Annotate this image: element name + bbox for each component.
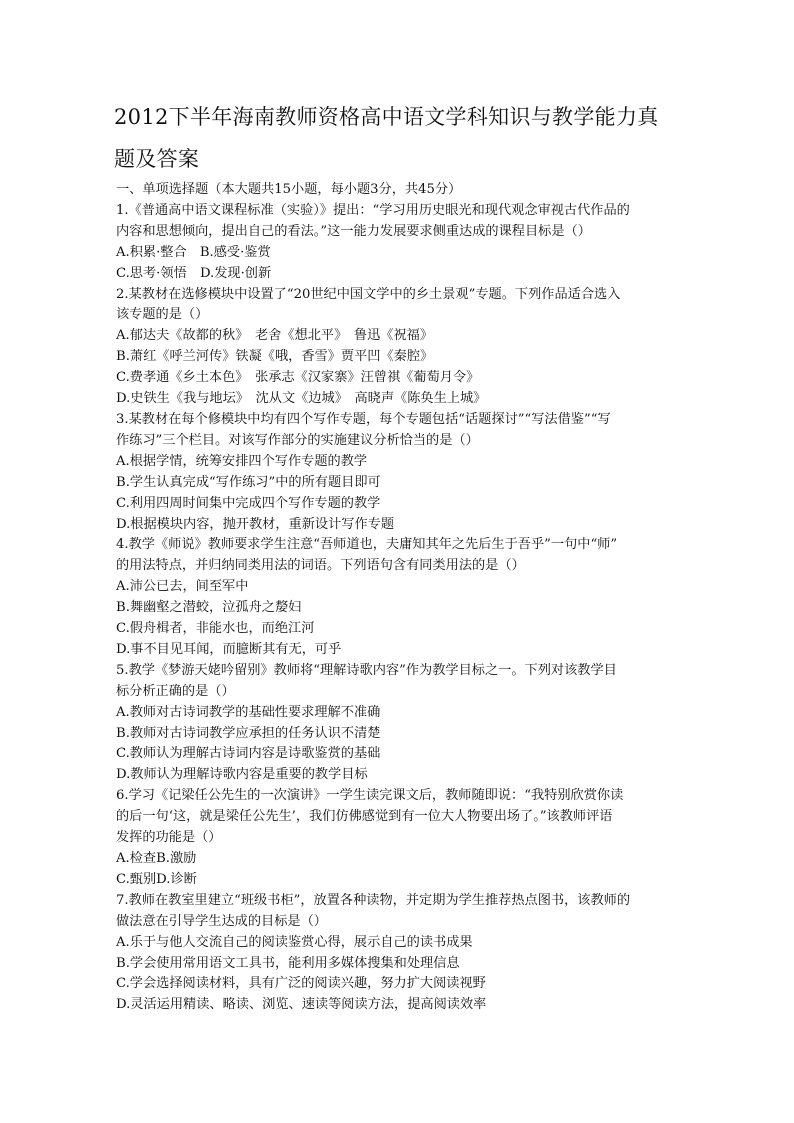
question-2-option-a: A.郁达夫《故都的秋》 老舍《想北平》 鲁迅《祝福》 — [116, 328, 434, 344]
question-5-option-a: A.教师对古诗词教学的基础性要求理解不准确 — [116, 704, 381, 720]
question-3-line-1: 3.某教材在每个修模块中均有四个写作专题，每个专题包括“话题探讨”“写法借鉴”“写 — [116, 411, 611, 427]
question-7-line-1: 7.教师在教室里建立“班级书柜”，放置各种读物，并定期为学生推荐热点图书，该教师的 — [116, 892, 630, 908]
question-7-option-d: D.灵活运用精读、略读、浏览、速读等阅读方法，提高阅读效率 — [116, 997, 487, 1013]
document-title-line-1: 2012下半年海南教师资格高中语文学科知识与教学能力真 — [114, 105, 659, 129]
question-6-line-1: 6.学习《记梁任公先生的一次演讲》一学生读完课文后，教师随即说：“我特别欣赏你读 — [116, 788, 624, 804]
question-1-options-ab: A.积累·整合 B.感受·鉴赏 — [116, 244, 271, 260]
question-6-line-2: 的后一句‘这，就是梁任公先生’，我们仿佛感觉到有一位大人物要出场了。”该教师评语 — [116, 809, 613, 825]
question-2-option-d: D.史铁生《我与地坛》 沈从文《边城》 高晓声《陈奂生上城》 — [116, 391, 487, 407]
document-body — [116, 180, 696, 1016]
question-7-option-a: A.乐于与他人交流自己的阅读鉴赏心得，展示自己的读书成果 — [116, 934, 473, 950]
question-5-option-d: D.教师认为理解诗歌内容是重要的教学目标 — [116, 767, 368, 783]
question-6-options-ab: A.检查B.激励 — [116, 851, 197, 866]
question-5-option-c: C.教师认为理解古诗词内容是诗歌鉴赏的基础 — [116, 746, 381, 762]
question-1-line-2: 内容和思想倾向，提出自己的看法。”这一能力发展要求侧重达成的课程目标是（） — [116, 223, 591, 239]
section-heading: 一、单项选择题（本大题共15小题，每小题3分，共45分） — [116, 182, 462, 197]
question-4-option-c: C.假舟楫者，非能水也，而绝江河 — [116, 621, 315, 637]
question-6-options-cd: C.甄别D.诊断 — [116, 871, 197, 887]
question-4-option-b: B.舞幽壑之潜蛟，泣孤舟之嫠妇 — [116, 600, 302, 616]
question-2-line-2: 该专题的是（） — [116, 307, 209, 323]
question-3-line-2: 作练习”三个栏目。对该写作部分的实施建议分析恰当的是（） — [116, 432, 479, 448]
question-3-option-d: D.根据模块内容，抛开教材，重新设计写作专题 — [116, 516, 395, 532]
question-7-option-b: B.学会使用常用语文工具书，能利用多媒体搜集和处理信息 — [116, 955, 460, 971]
question-4-option-a: A.沛公已去，间至军中 — [116, 579, 249, 595]
question-7-line-2: 做法意在引导学生达成的目标是（） — [116, 913, 327, 929]
question-5-line-1: 5.教学《梦游天姥吟留别》教师将“理解诗歌内容”作为教学目标之一。下列对该教学目 — [116, 662, 617, 678]
question-3-option-b: B.学生认真完成“写作练习”中的所有题目即可 — [116, 474, 381, 490]
question-3-option-c: C.利用四周时间集中完成四个写作专题的教学 — [116, 495, 381, 511]
question-4-line-1: 4.教学《师说》教师要求学生注意“吾师道也，夫庸知其年之先后生于吾乎”一句中“师” — [116, 537, 618, 553]
question-2-line-1: 2.某教材在选修模块中设置了“20世纪中国文学中的乡土景观”专题。下列作品适合选入 — [116, 286, 621, 302]
question-5-option-b: B.教师对古诗词教学应承担的任务认识不清楚 — [116, 725, 381, 741]
question-2-option-c: C.费孝通《乡土本色》 张承志《汉家寨》汪曾祺《葡萄月令》 — [116, 370, 480, 386]
question-4-option-d: D.事不目见耳闻，而臆断其有无，可乎 — [116, 641, 342, 657]
question-7-option-c: C.学会选择阅读材料，具有广泛的阅读兴趣，努力扩大阅读视野 — [116, 976, 486, 992]
question-6-line-3: 发挥的功能是（） — [116, 830, 222, 846]
question-4-line-2: 的用法特点，并归纳同类用法的词语。下列语句含有同类用法的是（） — [116, 558, 525, 574]
document-title-line-2: 题及答案 — [114, 147, 200, 171]
question-2-option-b: B.萧红《呼兰河传》铁凝《哦，香雪》贾平凹《秦腔》 — [116, 349, 434, 365]
question-1-options-cd: C.思考·领悟 D.发现·创新 — [116, 265, 272, 281]
question-1-line-1: 1.《普通高中语文课程标准（实验）》提出：“学习用历史眼光和现代观念审视古代作品的 — [116, 202, 630, 218]
question-3-option-a: A.根据学情，统筹安排四个写作专题的教学 — [116, 453, 368, 469]
question-5-line-2: 标分析正确的是（） — [116, 683, 235, 699]
